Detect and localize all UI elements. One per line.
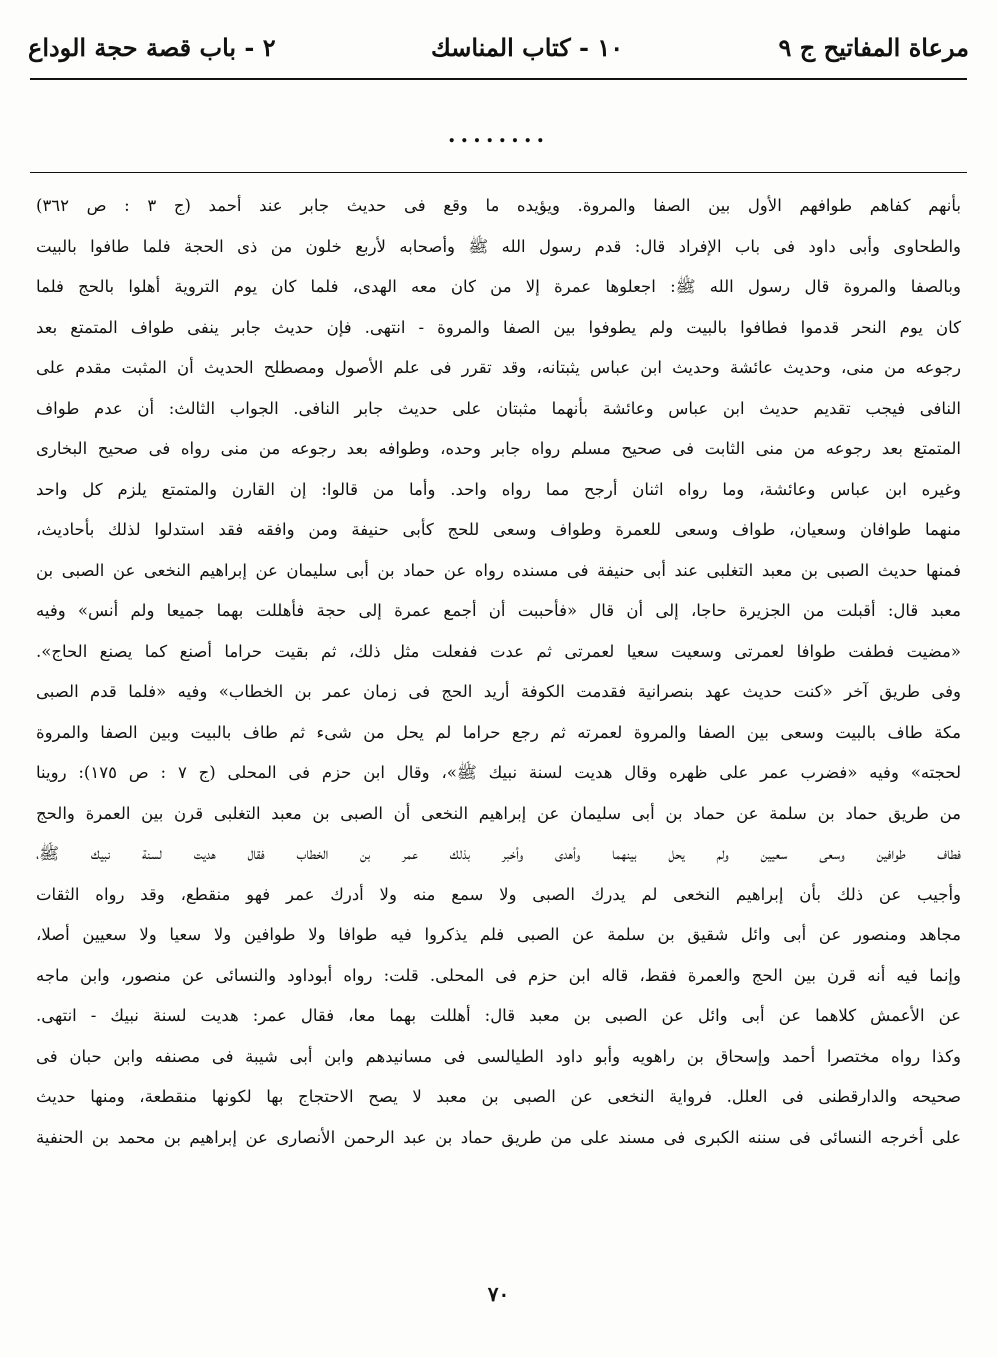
text-line: والطحاوى وأبى داود فى باب الإفراد قال: قدم رسول الله ﷺ وأصحابه لأربع خلون من ذى الحجة فلما طافوا بالبيت bbox=[36, 236, 961, 256]
text-line: وبالصفا والمروة قال رسول الله ﷺ: اجعلوها عمرة إلا من كان معه الهدى، فلما كان يوم التروية أهلوا بالحج فلما bbox=[36, 277, 961, 296]
text-line: مجاهد ومنصور عن أبى وائل شقيق بن سلمة عن الصبى فلم يذكروا فيه طوافا ولا طوافين ولا سعيا ولا سعيين أصلا، bbox=[36, 925, 961, 944]
body-text bbox=[36, 186, 961, 1158]
dotted-separator: ........ bbox=[447, 122, 550, 148]
text-line: صحيحه والدارقطنى فى العلل. فرواية النخعى عن الصبى بن معبد لا يصح الاحتجاج بها لكونها منقطعة، ومنها حديث bbox=[36, 1087, 961, 1106]
header-book-title: مرعاة المفاتيح ج ٩ bbox=[778, 32, 969, 62]
running-header bbox=[28, 22, 969, 72]
page-number: ٧٠ bbox=[487, 1282, 510, 1306]
text-line: رجوعه من منى، وحديث عائشة وحديث ابن عباس يثبتانه، وقد تقرر فى علم الأصول ومصطلح الحديث أن المثبت مقدم على bbox=[36, 358, 961, 377]
text-line: المتمتع بعد رجوعه من منى الثابت فى صحيح مسلم رواه جابر وحده، وطوافه بعد رجوعه من منى رواه فى صحيح البخارى bbox=[36, 439, 961, 458]
text-line: وغيره ابن عباس وعائشة، وما رواه اثنان أرجح مما رواه واحد. وأما من قالوا: إن القارن والمتمتع يلزم كل واحد bbox=[36, 479, 961, 499]
text-line: كان يوم النحر قدموا فطافوا بالبيت ولم يطوفوا بين الصفا والمروة - انتهى. فإن حديث جابر ينفى طواف المتمتع بعد bbox=[36, 317, 961, 337]
text-line: من طريق حماد بن سلمة عن حماد بن أبى سليمان عن إبراهيم النخعى أن الصبى بن معبد التغلبى قرن بين العمرة والحج bbox=[36, 803, 961, 823]
text-line: وإنما فيه أنه قرن بين الحج والعمرة فقط، قاله ابن حزم فى المحلى. قلت: رواه أبوداود والنسائى عن منصور، وابن ماجه bbox=[36, 965, 961, 985]
text-line: فمنها حديث الصبى بن معبد التغلبى عند أبى حنيفة فى مسنده رواه عن حماد بن أبى سليمان عن إبراهيم النخعى عن الصبى بن bbox=[36, 560, 961, 580]
text-line: فطاف طوافين وسعى سعيين ولم يحل بينهما وأهدى وأخبر بذلك عمر بن الخطاب فقال هديت لسنة نبيك ﷺ، bbox=[36, 844, 961, 863]
text-line: وفى طريق آخر «كنت حديث عهد بنصرانية فقدمت الكوفة أريد الحج فى زمان عمر بن الخطاب» وفيه «فلما قدم الصبى bbox=[36, 682, 961, 701]
text-line: على أخرجه النسائى فى سننه الكبرى فى مسند على من طريق حماد بن عبد الرحمن الأنصارى عن إبراهيم بن محمد بن الحنفية bbox=[36, 1127, 961, 1147]
header-chapter: ١٠ - كتاب المناسك bbox=[431, 32, 624, 62]
text-line: معبد قال: أقبلت من الجزيرة حاجا، إلى أن قال «فأحببت أن أجمع عمرة إلى حجة فأهللت بهما جميعا ولم أنس» وفيه bbox=[36, 601, 961, 620]
text-line: وأجيب عن ذلك بأن إبراهيم النخعى لم يدرك الصبى ولا سمع منه ولا أدرك عمر فهو منقطع، وقد رواه الثقات bbox=[36, 884, 961, 904]
header-rule bbox=[30, 78, 967, 80]
content-rule bbox=[30, 172, 967, 173]
text-line: بأنهم كفاهم طوافهم الأول بين الصفا والمروة. ويؤيده ما وقع فى حديث جابر عند أحمد (ج ٣ : ص ٣٦٢) bbox=[36, 196, 961, 215]
text-line: وكذا رواه مختصرا أحمد وإسحاق بن راهويه وأبو داود الطيالسى فى مسانيدهم وابن أبى شيبة فى مصنفه وابن حبان فى bbox=[36, 1046, 961, 1066]
text-line: مكة طاف بالبيت وسعى بين الصفا والمروة لعمرته ثم رجع حراما لم يحل من شىء ثم طاف بالبيت وبين الصفا والمروة bbox=[36, 722, 961, 742]
text-line: لحجته» وفيه «فضرب عمر على ظهره وقال هديت لسنة نبيك ﷺ»، وقال ابن حزم فى المحلى (ج ٧ : ص ١٧٥): روينا bbox=[36, 763, 961, 782]
text-line: النافى فيجب تقديم حديث ابن عباس وعائشة بأنهما مثبتان على حديث جابر النافى. الجواب الثالث: أن عدم طواف bbox=[36, 398, 961, 418]
text-line: عن الأعمش كلاهما عن أبى وائل عن الصبى بن معبد قال: أهللت بهما معا، فقال عمر: هديت لسنة نبيك - انتهى. bbox=[36, 1006, 961, 1025]
text-line: منهما طوافان وسعيان، طواف وسعى للعمرة وطواف وسعى للحج كأبى حنيفة ومن وافقه فقد استدلوا لذلك بأحاديث، bbox=[36, 520, 961, 539]
header-section: ٢ - باب قصة حجة الوداع bbox=[28, 32, 276, 62]
text-line: «مضيت فطفت طوافا لعمرتى وسعيت سعيا لعمرتى ثم عدت ففعلت مثل ذلك، ثم بقيت حراما أصنع كما يصنع الحاج». bbox=[36, 641, 961, 661]
